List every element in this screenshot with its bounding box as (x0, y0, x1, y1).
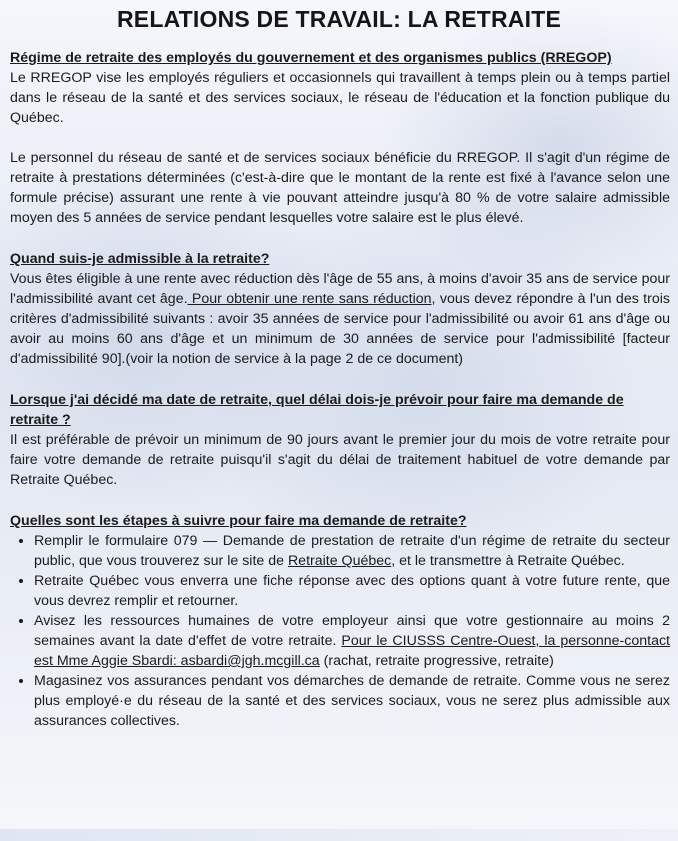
list-item (34, 531, 670, 571)
steps-list (10, 531, 670, 731)
section-steps (10, 511, 670, 731)
section-heading-delay: Lorsque j'ai décidé ma date de retraite, quel délai dois-je prévoir pour faire ma demande de retraite ? (10, 392, 624, 428)
paragraph-delay: Il est préférable de prévoir un minimum de 90 jours avant le premier jour du mois de votre retraite pour faire votre demande de retraite puisqu'il s'agit du délai de traitement habituel de votre demande par Retraite Québec. (10, 432, 670, 488)
list-item (34, 611, 670, 671)
paragraph-rregop-details: Le personnel du réseau de santé et de services sociaux bénéficie du RREGOP. Il s'agit d'un régime de retraite à prestations déterminées (c'est-à-dire que le montant de la rente est fixé à l'avance selon une formule précise) assurant une rente à vie pouvant atteindre jusqu'à 80 % de votre salaire admissible moyen des 5 années de service pendant lesquelles votre salaire est le plus élevé. (10, 150, 670, 226)
eligibility-text-b: , vous devez répondre à l'un des trois critères d'admissibilité suivants : avoir 35 années de service pour l'admissibilité ou avoir 61 ans d'âge ou avoir au moins 60 ans d'âge et un minimum de 30 années de service pour l'admissibilité [facteur d'admissibilité 90].(voir la notion de service à la page 2 de ce document) (10, 291, 670, 367)
eligibility-underlined-text: Pour obtenir une rente sans réduction (187, 291, 432, 307)
section-heading-eligibility: Quand suis-je admissible à la retraite? (10, 251, 270, 267)
paragraph-eligibility (10, 269, 670, 369)
bottom-band (0, 829, 678, 841)
section-eligibility (10, 249, 670, 369)
list-item: • Magasinez vos assurances pendant vos démarches de demande de retraite. Comme vous ne serez plus employé·e du réseau de la santé et des services sociaux, vous ne serez plus admissible aux assurances collectives. (34, 671, 670, 731)
step3-text-b: (rachat, retraite progressive, retraite) (319, 653, 554, 669)
section-heading-rregop: Régime de retraite des employés du gouvernement et des organismes publics (RREGOP) (10, 50, 612, 66)
step1-text-b: , et le transmettre à Retraite Québec. (391, 553, 625, 569)
section-delay (10, 390, 670, 490)
list-item: • Retraite Québec vous enverra une fiche réponse avec des options quant à votre future rente, que vous devrez remplir et retourner. (34, 571, 670, 611)
contact-email-link[interactable]: Pour le CIUSSS Centre-Ouest, la personne-contact est Mme Aggie Sbardi: asbardi@jgh.mcgill.ca (34, 633, 670, 669)
eligibility-text-a: Vous êtes éligible à une rente avec réduction dès l'âge de 55 ans, à moins d'avoir 35 ans de service pour l'admissibilité avant cet âge. (10, 271, 670, 307)
document-body (10, 48, 670, 752)
page-title: RELATIONS DE TRAVAIL: LA RETRAITE (116, 6, 561, 32)
retraite-quebec-link[interactable]: Retraite Québec (287, 553, 392, 569)
section-heading-steps: Quelles sont les étapes à suivre pour faire ma demande de retraite? (10, 513, 467, 529)
paragraph-rregop-intro: Le RREGOP vise les employés réguliers et occasionnels qui travaillent à temps plein ou à temps partiel dans le réseau de la santé et des services sociaux, le réseau de l'éducation et la fonction publique du Québec. (10, 70, 670, 126)
step1-text-a: Remplir le formulaire 079 — Demande de prestation de retraite d'un régime de retraite du secteur public, que vous trouverez sur le site de (34, 533, 670, 569)
step3-text-a: Avisez les ressources humaines de votre employeur ainsi que votre gestionnaire au moins 2 semaines avant la date d'effet de votre retraite. (34, 613, 670, 649)
section-rregop (10, 48, 670, 228)
